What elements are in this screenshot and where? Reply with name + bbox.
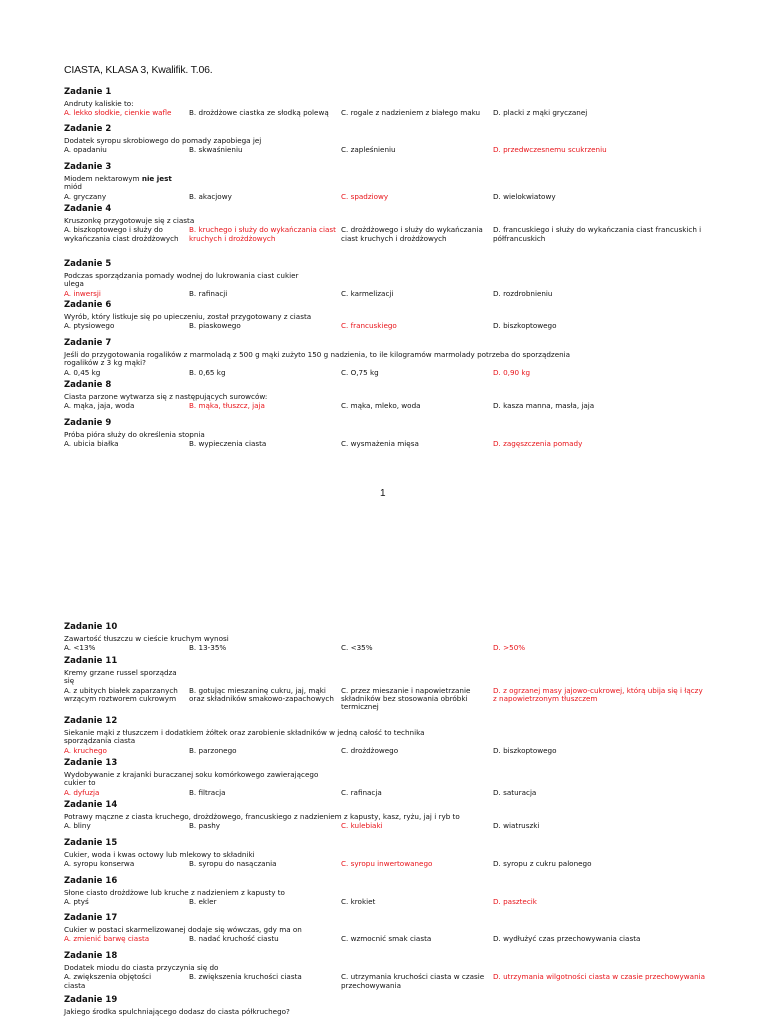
question-text-emphasis: nie jest: [141, 174, 172, 183]
option-d: D. biszkoptowego: [493, 321, 557, 331]
option-d: D. biszkoptowego: [493, 745, 557, 755]
question-heading: Zadanie 17: [64, 913, 118, 923]
option-b: B. piaskowego: [189, 321, 241, 331]
question-8: [64, 380, 714, 412]
question-text: Ciasta parzone wytwarza się z następujących surowców:: [64, 392, 268, 401]
question-text: Kruszonkę przygotowuje się z ciasta: [64, 216, 195, 225]
option-a: A. mąka, jaja, woda: [64, 401, 135, 411]
answer-options: [64, 322, 714, 332]
question-18: [64, 951, 714, 990]
option-b: B. gotując mieszaninę cukru, jaj, mąki oraz składników smakowo-zapachowych: [189, 685, 334, 703]
answer-options: [64, 789, 714, 799]
question-heading: Zadanie 15: [64, 838, 118, 848]
option-d: D. francuskiego i służy do wykańczania ciast francuskich i półfrancuskich: [493, 225, 702, 243]
option-a: A. <13%: [64, 643, 96, 653]
option-a: A. inwersji: [64, 288, 101, 298]
option-c: C. krokiet: [341, 897, 376, 907]
option-d: D. pasztecik: [493, 897, 537, 907]
option-c: C. drożdżowego: [341, 745, 399, 755]
question-heading: Zadanie 14: [64, 800, 118, 810]
option-c: C. karmelizacji: [341, 288, 394, 298]
option-c: C. wysmażenia mięsa: [341, 439, 419, 449]
option-b: B. mąka, tłuszcz, jaja: [189, 401, 265, 411]
question-heading: Zadanie 13: [64, 758, 118, 768]
option-b: B. syropu do nasączania: [189, 859, 277, 869]
option-c: C. drożdżowego i służy do wykańczania ciast kruchych i drożdżowych: [341, 225, 483, 243]
question-heading: Zadanie 9: [64, 418, 112, 428]
option-b: B. drożdżowe ciastka ze słodką polewą: [189, 108, 329, 118]
answer-options: [64, 402, 714, 412]
question-text: Słone ciasto drożdżowe lub kruche z nadzieniem z kapusty to: [64, 888, 285, 897]
option-c: C. O,75 kg: [341, 367, 379, 377]
question-heading: Zadanie 8: [64, 380, 112, 390]
option-b: B. ekler: [189, 897, 217, 907]
answer-options: [64, 369, 714, 379]
question-text-start: Miodem nektarowym: [64, 174, 142, 183]
question-text: Wydobywanie z krajanki buraczanej soku komórkowego zawierającego cukier to: [64, 770, 319, 788]
option-a: A. ubicia białka: [64, 439, 119, 449]
question-heading: Zadanie 3: [64, 162, 112, 172]
option-b: B. nadać kruchość ciastu: [189, 934, 279, 944]
option-b: B. pashy: [189, 821, 221, 831]
question-6: [64, 300, 714, 332]
option-a: A. bliny: [64, 821, 91, 831]
option-a: A. zwiększenia objętości ciasta: [64, 972, 152, 990]
question-heading: Zadanie 18: [64, 951, 118, 961]
question-5: [64, 259, 714, 300]
option-c: C. przez mieszanie i napowietrzanie składników bez stosowania obróbki termicznej: [341, 685, 471, 712]
option-d: D. placki z mąki gryczanej: [493, 108, 588, 118]
answer-options: [64, 193, 714, 203]
question-7: [64, 338, 714, 379]
option-a: A. 0,45 kg: [64, 367, 101, 377]
option-d: D. saturacja: [493, 787, 537, 797]
option-c: C. rogale z nadzieniem z białego maku: [341, 108, 481, 118]
option-d: D. z ogrzanej masy jajowo-cukrowej, którą ubija się i łączy z napowietrzonym tłuszczem: [493, 685, 703, 703]
question-text: Siekanie mąki z tłuszczem i dodatkiem żółtek oraz zarobienie składników w jedną całość to technika sporządzania ciasta: [64, 728, 425, 746]
option-a: A. zmienić barwę ciasta: [64, 934, 150, 944]
option-a: A. z ubitych białek zaparzanych wrzącym roztworem cukrowym: [64, 685, 178, 703]
question-text: Kremy grzane russel sporządza się: [64, 668, 177, 686]
option-d: D. syropu z cukru palonego: [493, 859, 592, 869]
question-text: Jakiego środka spulchniającego dodasz do ciasta półkruchego?: [64, 1007, 290, 1016]
option-a: A. syropu konserwa: [64, 859, 135, 869]
document-title: CIASTA, KLASA 3, Kwalifik. T.06.: [64, 64, 213, 76]
option-d: D. kasza manna, masła, jaja: [493, 401, 595, 411]
question-heading: Zadanie 6: [64, 300, 112, 310]
option-d: D. rozdrobnieniu: [493, 288, 553, 298]
option-c: C. mąka, mleko, woda: [341, 401, 421, 411]
answer-options: [64, 290, 714, 300]
answer-options: [64, 109, 714, 119]
question-heading: Zadanie 11: [64, 656, 118, 666]
answer-options: [64, 860, 714, 870]
option-b: B. 0,65 kg: [189, 367, 226, 377]
option-d: D. >50%: [493, 643, 526, 653]
question-12: [64, 716, 714, 757]
question-15: [64, 838, 714, 870]
option-a: A. ptyś: [64, 897, 89, 907]
option-d: D. utrzymania wilgotności ciasta w czasie przechowywania: [493, 972, 706, 982]
option-b: B. akacjowy: [189, 191, 232, 201]
answer-options: [64, 822, 714, 832]
answer-options: [64, 935, 714, 945]
question-2: [64, 124, 714, 156]
question-heading: Zadanie 16: [64, 876, 118, 886]
question-11: [64, 656, 714, 712]
option-b: B. wypieczenia ciasta: [189, 439, 267, 449]
option-a: A. ptysiowego: [64, 321, 115, 331]
question-text: Podczas sporządzania pomady wodnej do lukrowania ciast cukier ulega: [64, 271, 299, 289]
question-16: [64, 876, 714, 908]
option-a: A. kruchego: [64, 745, 107, 755]
answer-options: [64, 972, 714, 990]
option-c: C. kulebiaki: [341, 821, 383, 831]
option-b: B. skwaśnieniu: [189, 145, 243, 155]
question-heading: Zadanie 10: [64, 622, 118, 632]
question-text-end: miód: [64, 182, 82, 192]
question-text: Zawartość tłuszczu w cieście kruchym wynosi: [64, 634, 229, 643]
answer-options: [64, 747, 714, 757]
question-10: [64, 622, 714, 654]
option-a: A. biszkoptowego i służy do wykańczania ciast drożdżowych: [64, 225, 179, 243]
question-text: Jeśli do przygotowania rogalików z marmoladą z 500 g mąki zużyto 150 g nadzienia, to ile kilogramów marmolady potrzeba do sporządzenia rogalików z 3 kg mąki?: [64, 350, 571, 368]
option-d: D. wydłużyć czas przechowywania ciasta: [493, 934, 641, 944]
question-14: [64, 800, 714, 832]
option-c: C. francuskiego: [341, 321, 397, 331]
question-text: Dodatek miodu do ciasta przyczynia się do: [64, 963, 219, 972]
option-a: A. opadaniu: [64, 145, 107, 155]
question-text: Dodatek syropu skrobiowego do pomady zapobiega jej: [64, 136, 262, 145]
option-b: B. kruchego i służy do wykańczania ciast kruchych i drożdżowych: [189, 225, 336, 243]
question-heading: Zadanie 12: [64, 716, 118, 726]
option-d: D. wielokwiatowy: [493, 191, 556, 201]
option-c: C. utrzymania kruchości ciasta w czasie przechowywania: [341, 972, 485, 990]
question-9: [64, 418, 714, 450]
option-c: C. <35%: [341, 643, 373, 653]
question-text: Andruty kaliskie to:: [64, 99, 134, 108]
question-19: [64, 995, 714, 1016]
question-heading: Zadanie 19: [64, 995, 118, 1005]
option-d: D. zagęszczenia pomady: [493, 439, 583, 449]
answer-options: [64, 898, 714, 908]
option-a: A. dyfuzja: [64, 787, 100, 797]
option-c: C. rafinacja: [341, 787, 382, 797]
option-d: D. 0,90 kg: [493, 367, 531, 377]
question-heading: Zadanie 7: [64, 338, 112, 348]
question-text: Cukier, woda i kwas octowy lub mlekowy to składniki: [64, 850, 255, 859]
option-a: A. gryczany: [64, 191, 107, 201]
answer-options: [64, 685, 714, 712]
question-text: Potrawy mączne z ciasta kruchego, drożdżowego, francuskiego z nadzieniem z kapusty, kasz, ryżu, jaj i ryb to: [64, 812, 460, 821]
option-b: B. parzonego: [189, 745, 237, 755]
question-text: Próba pióra służy do określenia stopnia: [64, 430, 205, 439]
question-heading: Zadanie 2: [64, 124, 112, 134]
question-1: [64, 87, 714, 119]
page-number: 1: [380, 488, 386, 499]
option-b: B. zwiększenia kruchości ciasta: [189, 972, 302, 982]
question-heading: Zadanie 4: [64, 204, 112, 214]
option-c: C. spadziowy: [341, 191, 389, 201]
answer-options: [64, 440, 714, 450]
question-text: [64, 175, 309, 192]
answer-options: [64, 225, 714, 243]
option-c: C. wzmocnić smak ciasta: [341, 934, 432, 944]
question-13: [64, 758, 714, 799]
question-text: Cukier w postaci skarmelizowanej dodaje się wówczas, gdy ma on: [64, 925, 302, 934]
question-heading: Zadanie 1: [64, 87, 112, 97]
option-d: D. przedwczesnemu scukrzeniu: [493, 145, 607, 155]
option-c: C. zapleśnieniu: [341, 145, 396, 155]
question-17: [64, 913, 714, 945]
option-b: B. 13-35%: [189, 643, 227, 653]
question-3: [64, 162, 714, 203]
answer-options: [64, 644, 714, 654]
option-c: C. syropu inwertowanego: [341, 859, 433, 869]
option-a: A. lekko słodkie, cienkie wafle: [64, 108, 172, 118]
option-b: B. rafinacji: [189, 288, 228, 298]
option-d: D. wiatruszki: [493, 821, 540, 831]
question-heading: Zadanie 5: [64, 259, 112, 269]
question-4: [64, 204, 714, 243]
answer-options: [64, 146, 714, 156]
option-b: B. filtracja: [189, 787, 226, 797]
question-text: Wyrób, który listkuje się po upieczeniu, został przygotowany z ciasta: [64, 312, 312, 321]
